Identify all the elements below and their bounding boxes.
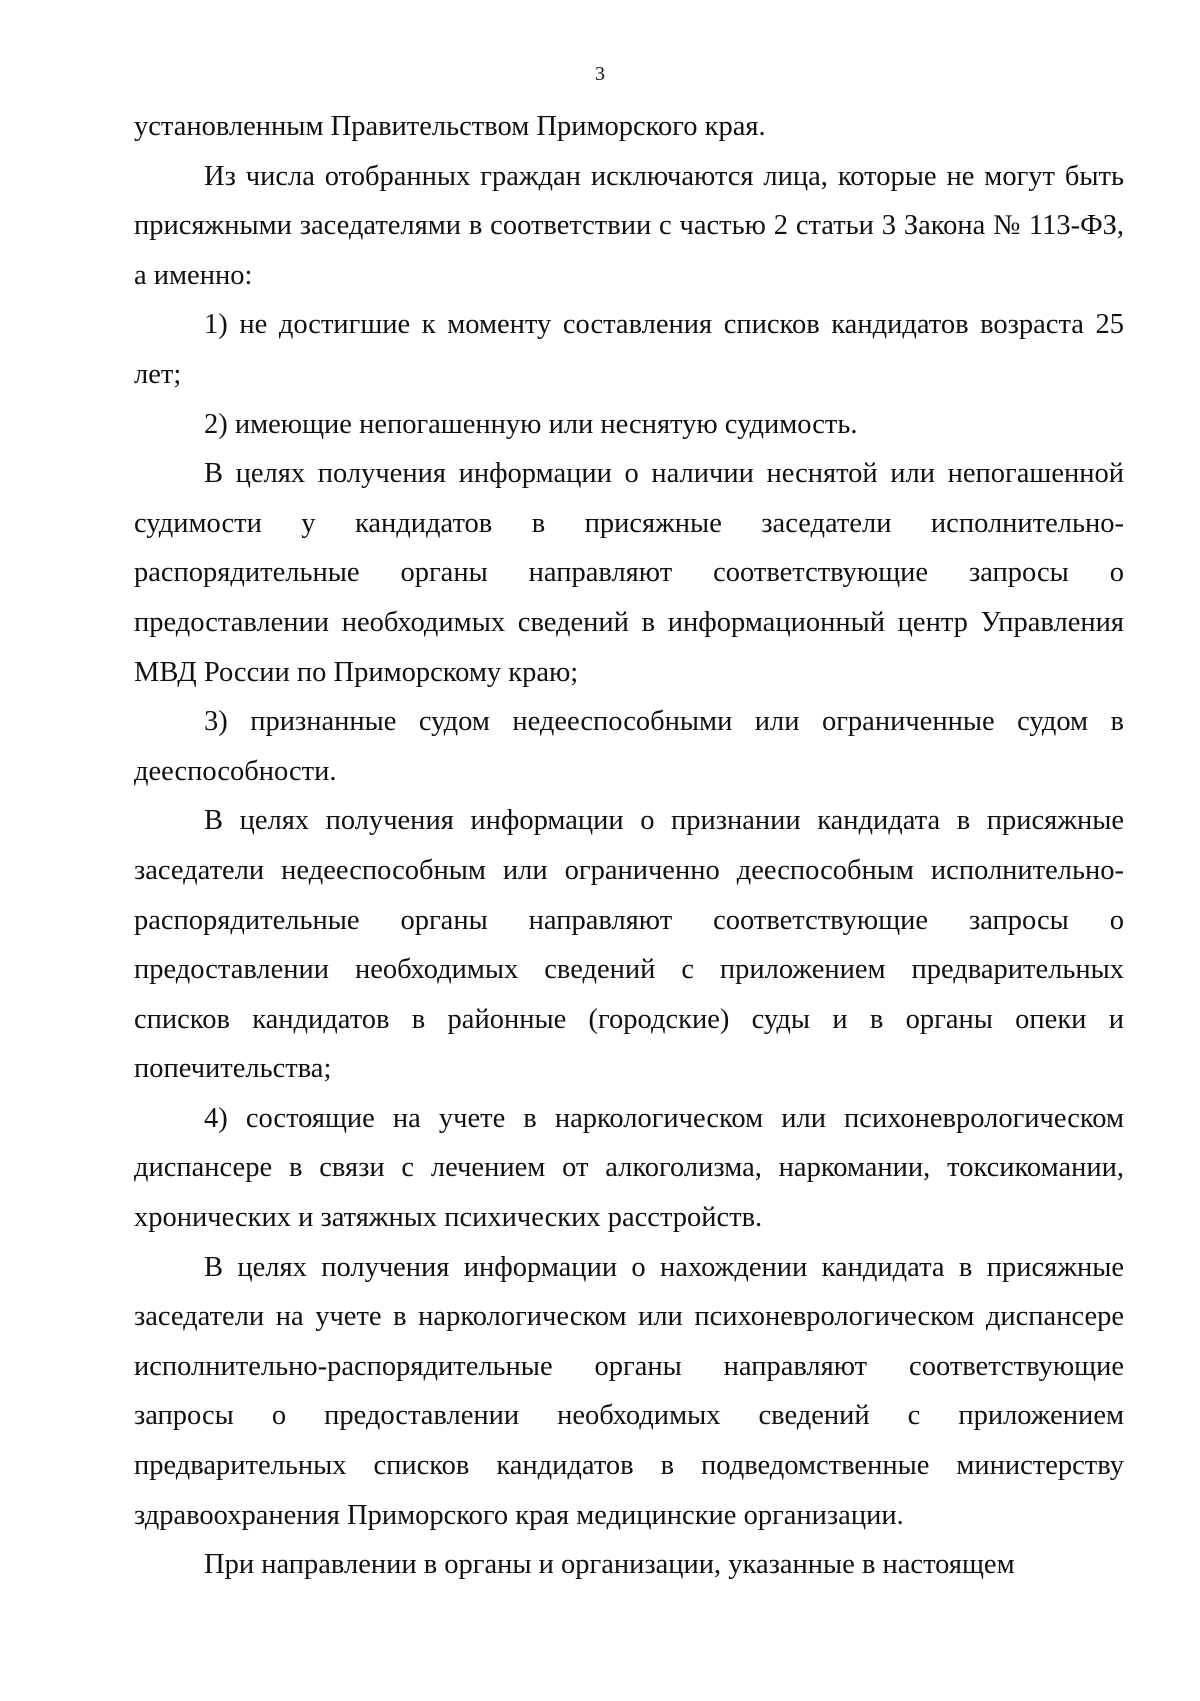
paragraph-item-1: 1) не достигшие к моменту составления списков кандидатов возраста 25 лет; <box>134 309 1124 390</box>
paragraph-final-partial: При направлении в органы и организации, указанные в настоящем <box>204 1549 1015 1581</box>
paragraph-incapacity-request: В целях получения информации о признании кандидата в присяжные заседатели недееспособным или ограниченно дееспособным исполнительно-распорядительные органы направляют соответствующие запросы о предоставлении необходимых сведений с приложением предварительных списков кандидатов в районные (городские) суды и в органы опеки и попечительства; <box>134 805 1124 1085</box>
paragraph-item-2: 2) имеющие непогашенную или неснятую судимость. <box>204 408 858 440</box>
paragraph-exclusions-intro: Из числа отобранных граждан исключаются лица, которые не могут быть присяжными заседателями в соответствии с частью 2 статьи 3 Закона № 113-ФЗ, а именно: <box>134 160 1124 291</box>
paragraph-continuation: установленным Правительством Приморского края. <box>134 111 766 142</box>
paragraph-item-3: 3) признанные судом недееспособными или ограниченные судом в дееспособности. <box>134 706 1124 787</box>
paragraph-dispensary-request: В целях получения информации о нахождении кандидата в присяжные заседатели на учете в наркологическом или психоневрологическом диспансере исполнительно-распорядительные органы направляют соответствующие запросы о предоставлении необходимых сведений с приложением предварительных списков кандидатов в подведомственные министерству здравоохранения Приморского края медицинские организации. <box>134 1251 1124 1531</box>
paragraph-item-4: 4) состоящие на учете в наркологическом или психоневрологическом диспансере в связи с лечением от алкоголизма, наркомании, токсикомании, хронических и затяжных психических расстройств. <box>134 1102 1124 1234</box>
document-body <box>134 102 1124 1590</box>
paragraph-criminal-record-request: В целях получения информации о наличии неснятой или непогашенной судимости у кандидатов в присяжные заседатели исполнительно-распорядительные органы направляют соответствующие запросы о предоставлении необходимых сведений в информационный центр Управления МВД России по Приморскому краю; <box>134 458 1124 688</box>
page-number: 3 <box>595 63 605 85</box>
